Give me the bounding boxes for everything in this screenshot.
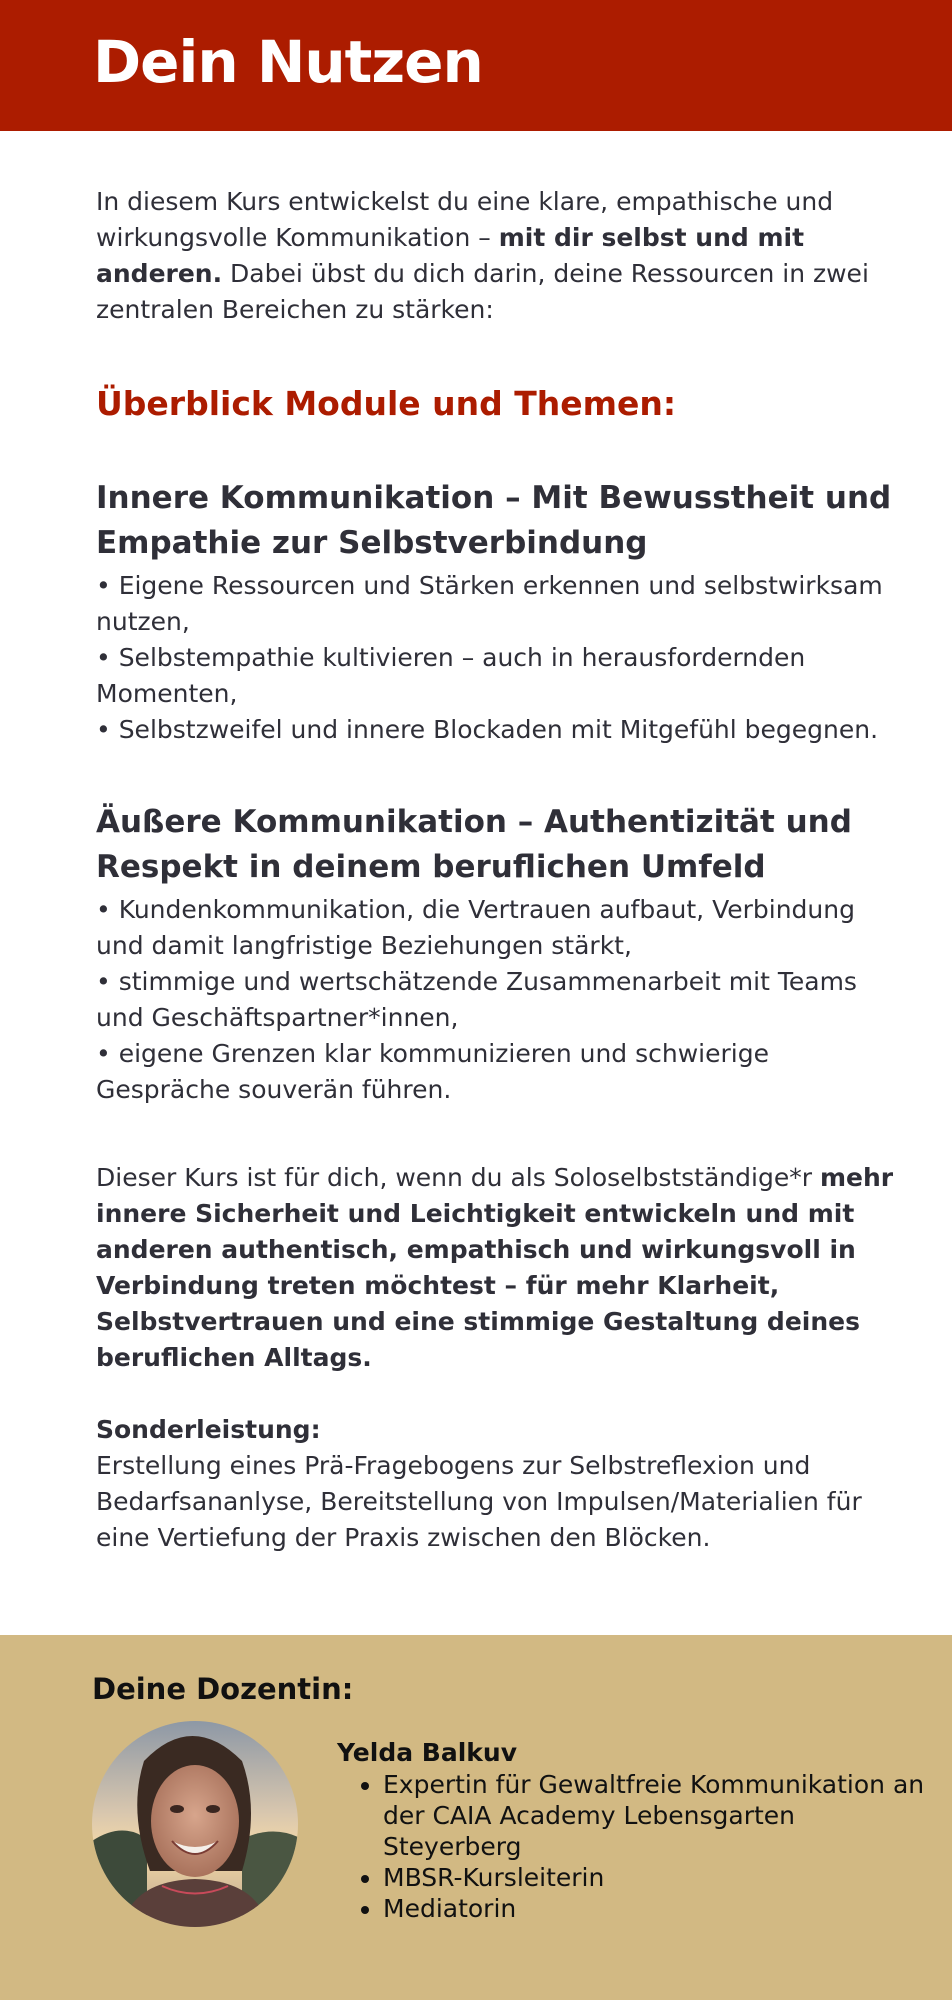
intro-text-end: Dabei übst du dich darin, deine Ressourcen in zwei zentralen Bereichen zu stärken: xyxy=(96,259,869,324)
target-text-bold: mehr innere Sicherheit und Leichtigkeit entwickeln und mit anderen authentisch, empathisch und wirkungsvoll in Verbindung treten möchtest – für mehr Klarheit, Selbstvertrauen und eine stimmige Gestaltung deines beruflichen Alltags. xyxy=(96,1163,894,1372)
overview-heading: Überblick Module und Themen: xyxy=(96,384,677,423)
list-item: • stimmige und wertschätzende Zusammenarbeit mit Teams und Geschäftspartner*innen, xyxy=(96,967,857,1032)
main-content xyxy=(96,184,896,1556)
list-item: • Eigene Ressourcen und Stärken erkennen und selbstwirksam nutzen, xyxy=(96,571,883,636)
list-item: • eigene Grenzen klar kommunizieren und schwierige Gespräche souverän führen. xyxy=(96,1039,769,1104)
special-service-text: Erstellung eines Prä-Fragebogens zur Selbstreflexion und Bedarfsananlyse, Bereitstellung von Impulsen/Materialien für eine Vertiefung der Praxis zwischen den Blöcken. xyxy=(96,1451,862,1552)
instructor-photo xyxy=(92,1721,298,1927)
list-item: • Selbstempathie kultivieren – auch in herausfordernden Momenten, xyxy=(96,643,806,708)
instructor-name: Yelda Balkuv xyxy=(337,1738,518,1767)
module-title-inner: Innere Kommunikation – Mit Bewusstheit und Empathie zur Selbstverbindung xyxy=(96,480,892,561)
list-item: • Expertin für Gewaltfreie Kommunikation an der CAIA Academy Lebensgarten Steyerberg xyxy=(383,1769,937,1862)
instructor-bio xyxy=(337,1737,937,1924)
intro-text-bold: mit dir selbst und mit anderen. xyxy=(96,223,805,288)
header-banner xyxy=(0,0,952,131)
special-service-label: Sonderleistung: xyxy=(96,1415,321,1444)
target-audience-paragraph xyxy=(96,1160,896,1376)
intro-paragraph xyxy=(96,184,896,328)
credentials-list xyxy=(337,1769,937,1924)
list-item: • Kundenkommunikation, die Vertrauen aufbaut, Verbindung und damit langfristige Beziehungen stärkt, xyxy=(96,895,855,960)
avatar xyxy=(92,1721,298,1927)
list-item: • Mediatorin xyxy=(383,1893,937,1924)
special-service xyxy=(96,1412,896,1556)
list-item: • MBSR-Kursleiterin xyxy=(383,1862,937,1893)
module-bullets-outer xyxy=(96,892,896,1108)
module-bullets-inner xyxy=(96,568,896,748)
target-text-start: Dieser Kurs ist für dich, wenn du als Soloselbstständige*r xyxy=(96,1163,820,1192)
page-title: Dein Nutzen xyxy=(93,28,483,96)
instructor-heading: Deine Dozentin: xyxy=(92,1672,354,1706)
intro-text-start: In diesem Kurs entwickelst du eine klare, empathische und wirkungsvolle Kommunikation – xyxy=(96,187,834,252)
list-item: • Selbstzweifel und innere Blockaden mit Mitgefühl begegnen. xyxy=(96,715,879,744)
module-title-outer: Äußere Kommunikation – Authentizität und Respekt in deinem beruflichen Umfeld xyxy=(96,804,852,885)
instructor-section xyxy=(0,1635,952,2000)
